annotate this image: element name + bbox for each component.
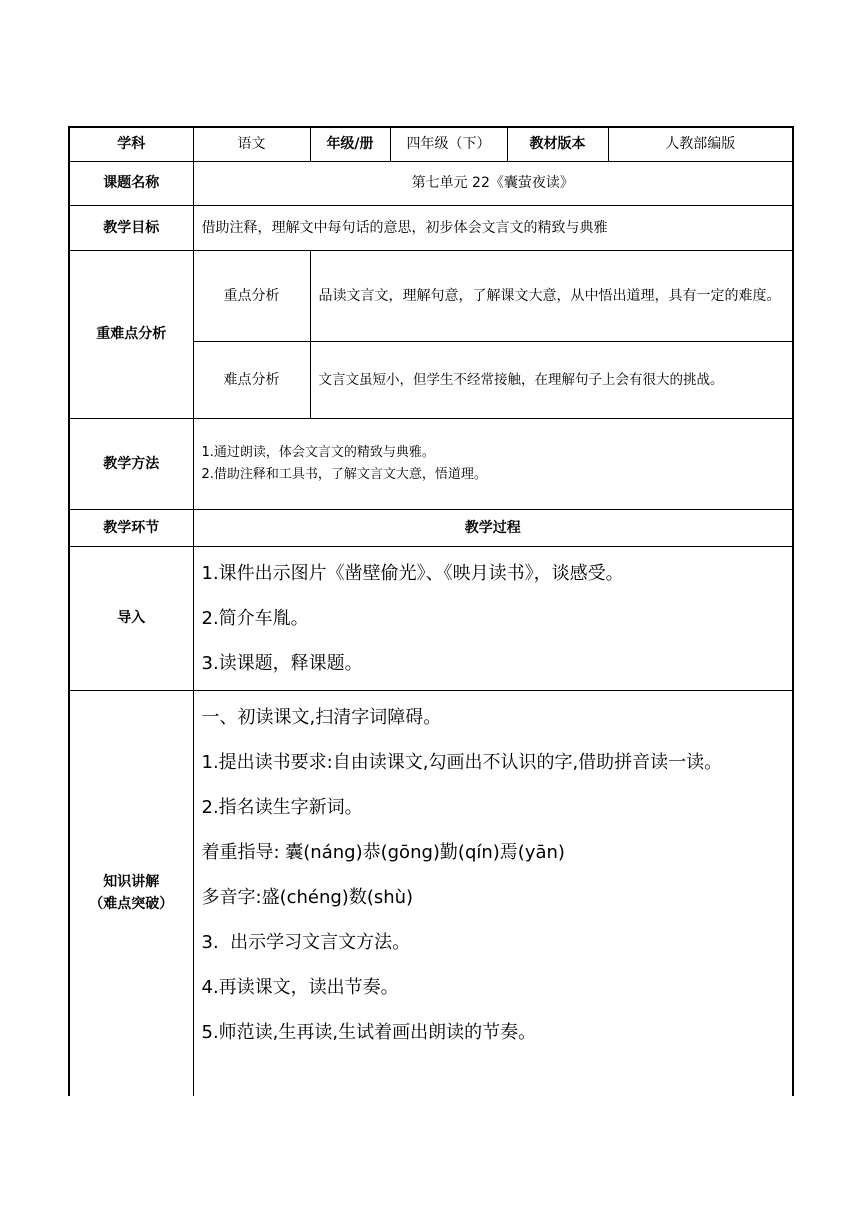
intro-item: 2.简介车胤。 xyxy=(201,607,309,629)
method-item: 1.通过朗读，体会文言文的精致与典雅。 xyxy=(201,444,435,460)
method-item: 2.借助注释和工具书，了解文言文大意，悟道理。 xyxy=(201,466,487,482)
subject-label: 学科 xyxy=(69,127,193,161)
knowledge-list xyxy=(193,690,793,1096)
goal-value: 借助注释，理解文中每句话的意思，初步体会文言文的精致与典雅 xyxy=(193,205,793,250)
grade-label: 年级/册 xyxy=(310,127,390,161)
process-header-value: 教学过程 xyxy=(193,509,793,546)
method-label: 教学方法 xyxy=(69,418,193,509)
key-analysis-row xyxy=(69,250,793,341)
knowledge-item: 4.再读课文，读出节奏。 xyxy=(201,976,399,998)
knowledge-row xyxy=(69,690,793,1096)
knowledge-item: 1.提出读书要求:自由读课文,勾画出不认识的字,借助拼音读一读。 xyxy=(201,751,723,773)
intro-list xyxy=(193,546,793,690)
intro-item: 3.读课题，释课题。 xyxy=(201,652,363,674)
knowledge-label-line1: 知识讲解 xyxy=(103,874,160,891)
grade-value: 四年级（下） xyxy=(390,127,507,161)
intro-label: 导入 xyxy=(69,546,193,690)
knowledge-label xyxy=(69,690,193,1096)
intro-row xyxy=(69,546,793,690)
difficult-analysis-label: 难点分析 xyxy=(193,341,310,418)
knowledge-label-line2: （难点突破） xyxy=(89,896,174,913)
process-stage-label: 教学环节 xyxy=(69,509,193,546)
process-header-row xyxy=(69,509,793,546)
difficult-analysis-value: 文言文虽短小，但学生不经常接触，在理解句子上会有很大的挑战。 xyxy=(310,341,793,418)
knowledge-item: 5.师范读,生再读,生试着画出朗读的节奏。 xyxy=(201,1021,537,1043)
edition-label: 教材版本 xyxy=(507,127,608,161)
knowledge-item: 3. 出示学习文言文方法。 xyxy=(201,931,411,953)
topic-label: 课题名称 xyxy=(69,161,193,205)
subject-value: 语文 xyxy=(193,127,310,161)
topic-row xyxy=(69,161,793,205)
knowledge-item: 2.指名读生字新词。 xyxy=(201,796,363,818)
lesson-plan-table xyxy=(68,126,794,1096)
knowledge-item: 着重指导: 囊(náng)恭(gōng)勤(qín)焉(yān) xyxy=(201,841,565,863)
goal-row xyxy=(69,205,793,250)
topic-value: 第七单元 22《囊萤夜读》 xyxy=(193,161,793,205)
knowledge-item: 一、初读课文,扫清字词障碍。 xyxy=(201,706,442,728)
knowledge-item: 多音字:盛(chéng)数(shù) xyxy=(201,886,414,908)
goal-label: 教学目标 xyxy=(69,205,193,250)
key-analysis-value: 品读文言文，理解句意，了解课文大意，从中悟出道理，具有一定的难度。 xyxy=(310,250,793,341)
key-analysis-label: 重点分析 xyxy=(193,250,310,341)
method-row xyxy=(69,418,793,509)
analysis-label: 重难点分析 xyxy=(69,250,193,418)
header-row xyxy=(69,127,793,161)
method-list xyxy=(193,418,793,509)
intro-item: 1.课件出示图片《凿壁偷光》、《映月读书》，谈感受。 xyxy=(201,562,624,584)
edition-value: 人教部编版 xyxy=(608,127,793,161)
